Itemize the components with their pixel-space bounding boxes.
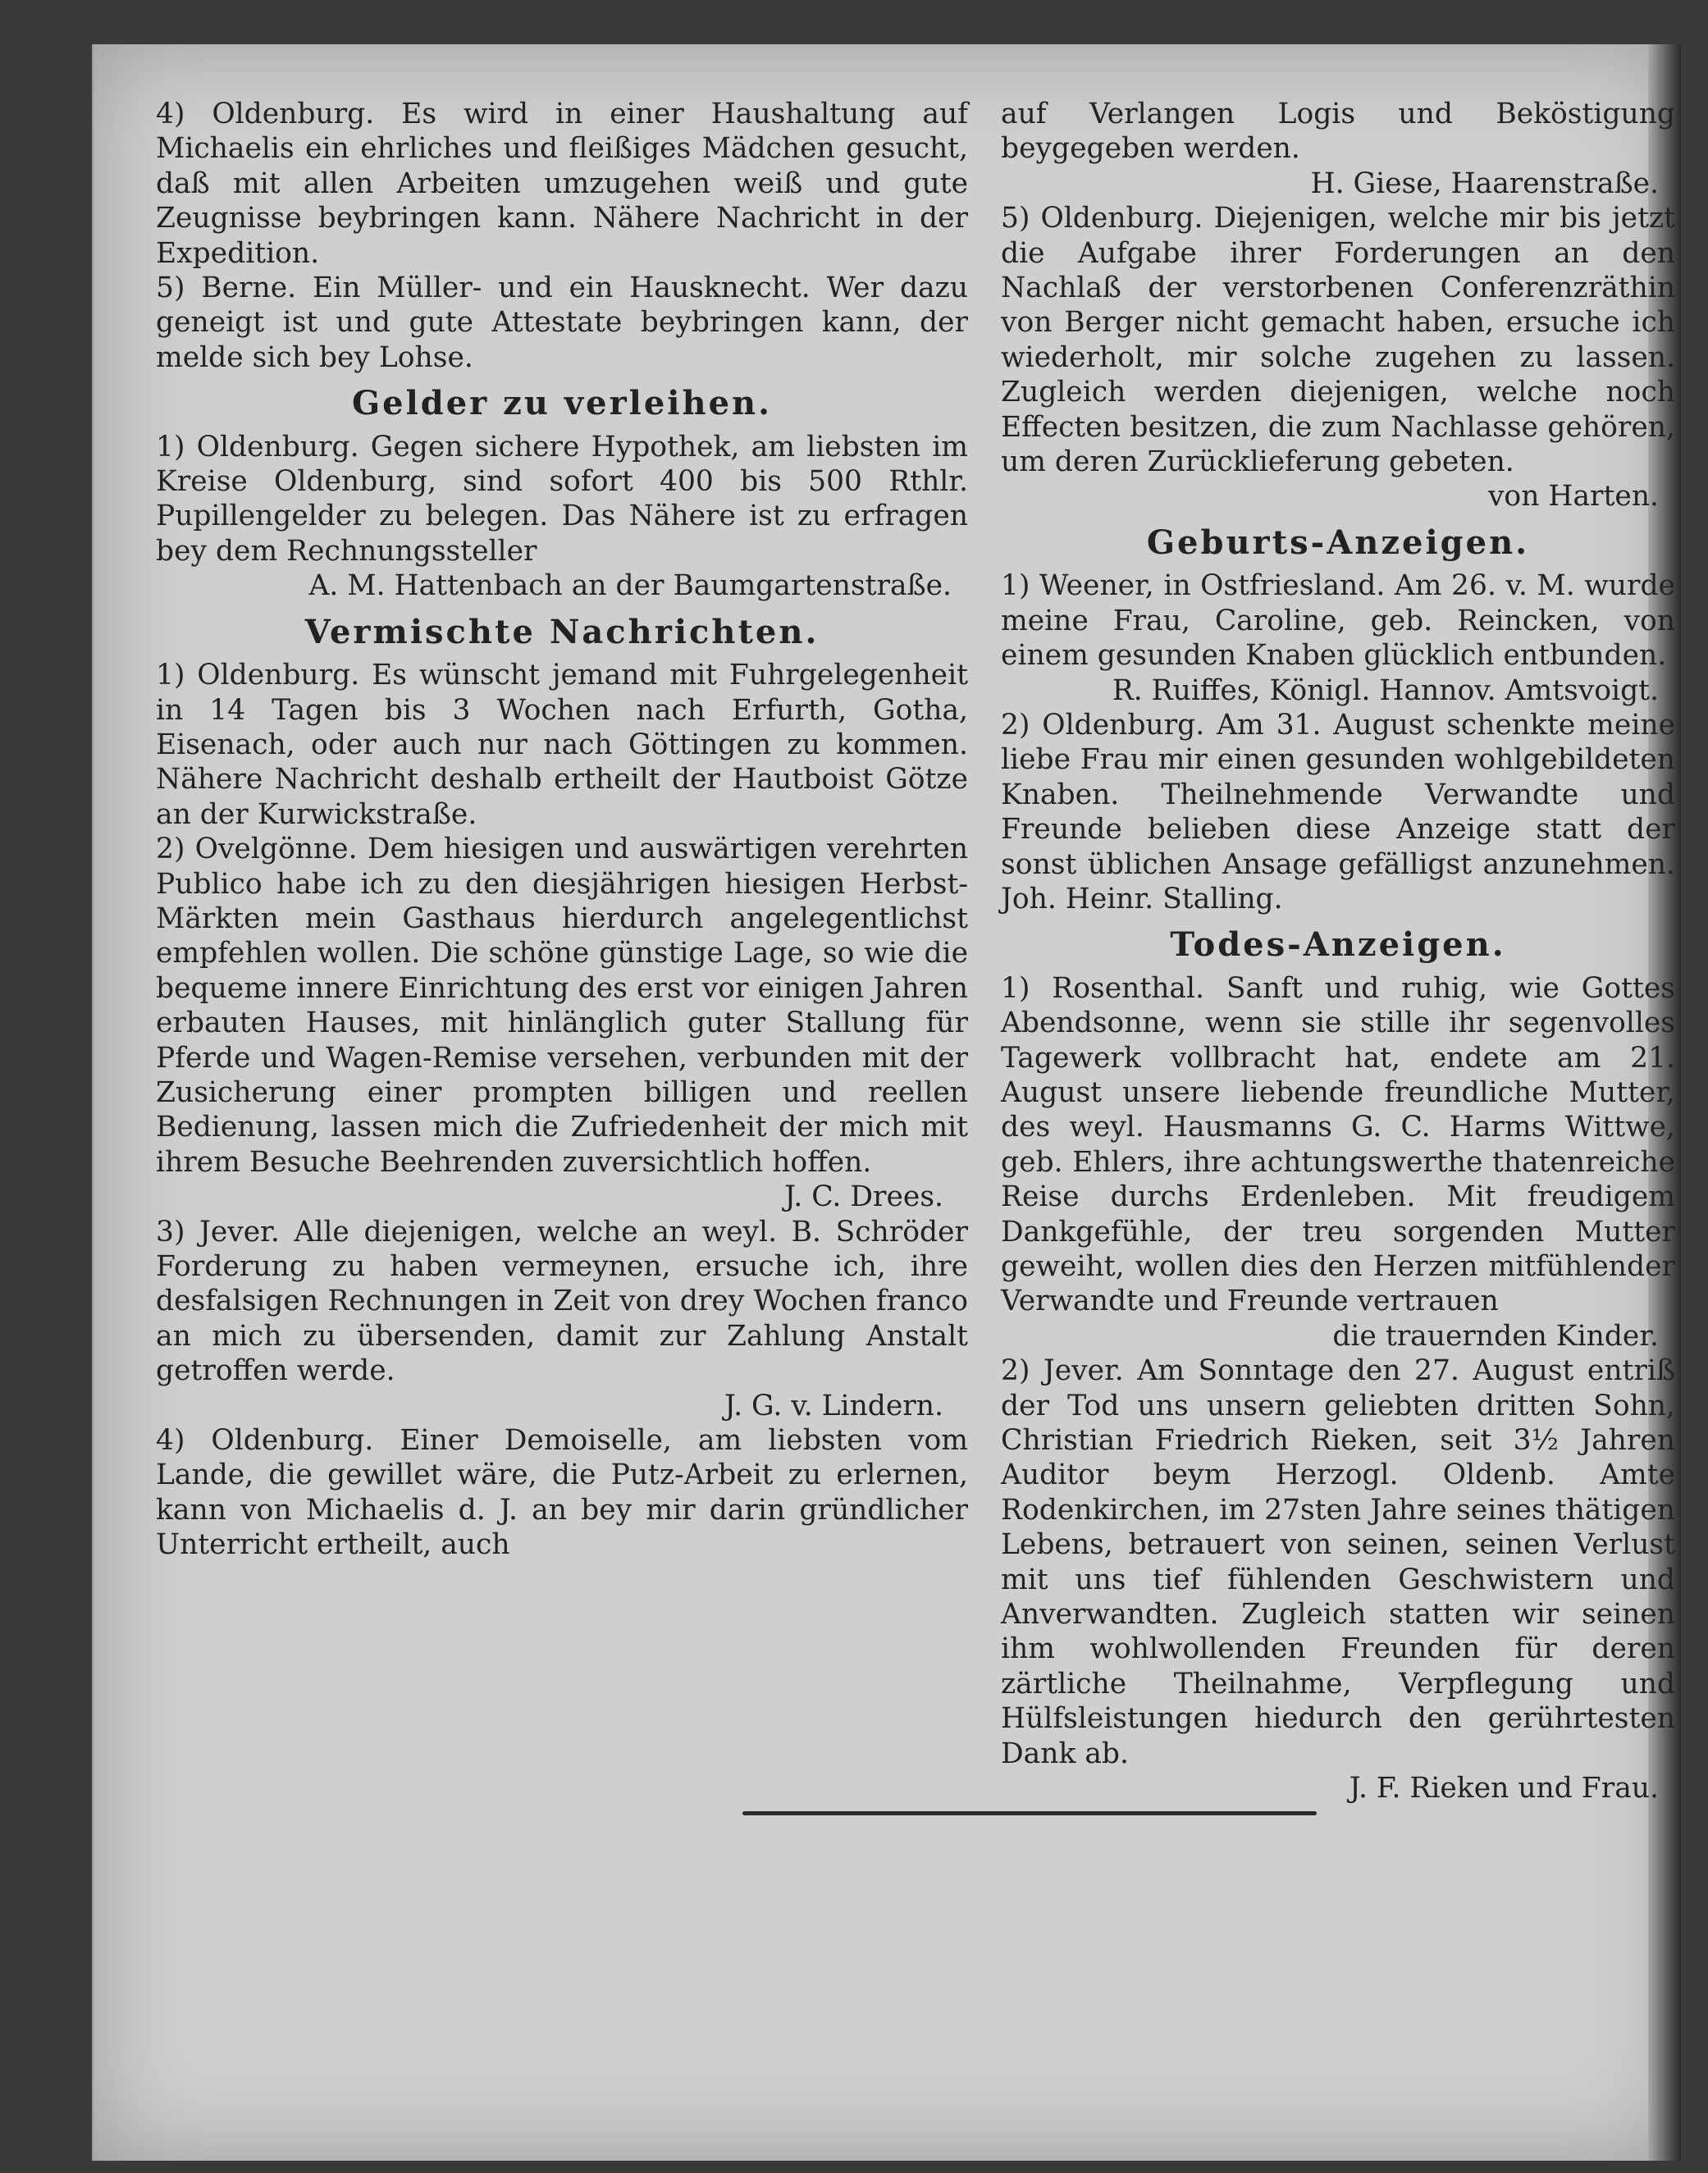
heading-birth-notices: Geburts-Anzeigen. bbox=[1146, 523, 1530, 562]
ad-berne-servants: 5) Berne. Ein Müller- und ein Hausknecht. Wer dazu geneigt ist und gute Attestate beybringen kann, der melde sich bey Lohse. bbox=[156, 272, 968, 374]
heading-death-notices: Todes-Anzeigen. bbox=[1170, 925, 1506, 965]
birth-notice-weener: 1) Weener, in Ostfriesland. Am 26. v. M. wurde meine Frau, Caroline, geb. Reincken, von einem gesunden Knaben glücklich entbunden. bbox=[1001, 569, 1675, 673]
ad-money-oldenburg: 1) Oldenburg. Gegen sichere Hypothek, am liebsten im Kreise Oldenburg, sind sofort 400 bis 500 Rthlr. Pupillengelder zu belegen. Das Nähere ist zu erfragen bey dem Rechnungssteller bbox=[156, 430, 968, 568]
right-column bbox=[1001, 97, 1675, 1806]
signature-rieken: J. F. Rieken und Frau. bbox=[1349, 1772, 1659, 1806]
ad-misc-inn: 2) Ovelgönne. Dem hiesigen und auswärtigen verehrten Publico habe ich zu den diesjährigen hiesigen Herbst-Märkten mein Gasthaus hierdurch angelegentlichst empfehlen wollen. Die schöne günstige Lage, so wie die bequeme innere Einrichtung des erst vor einigen Jahren erbauten Hauses, mit hinlänglich guter Stallung für Pferde und Wagen-Remise versehen, verbunden mit der Zusicherung einer prompten billigen und reellen Bedienung, lassen mich die Zufriedenheit der mich mit ihrem Besuche Beehrenden zuversichtlich hoffen. bbox=[156, 833, 968, 1179]
signature-drees: J. C. Drees. bbox=[784, 1180, 943, 1214]
ad-misc-millinery: 4) Oldenburg. Einer Demoiselle, am liebsten vom Lande, die gewillet wäre, die Putz-Arbeit zu erlernen, kann von Michaelis d. J. an bey mir darin gründlicher Unterricht ertheilt, auch bbox=[156, 1424, 968, 1562]
signature-children: die trauernden Kinder. bbox=[1332, 1319, 1659, 1353]
end-rule bbox=[742, 1811, 1317, 1815]
signature-hattenbach: A. M. Hattenbach an der Baumgartenstraße. bbox=[308, 569, 952, 603]
signature-lindern: J. G. v. Lindern. bbox=[724, 1389, 943, 1422]
heading-money-to-lend: Gelder zu verleihen. bbox=[351, 384, 773, 423]
left-column bbox=[156, 97, 968, 1563]
death-notice-rosenthal: 1) Rosenthal. Sanft und ruhig, wie Gottes Abendsonne, wenn sie stille ihr segenvolles Tagewerk vollbracht hat, endete am 21. August unsere liebende freundliche Mutter, des weyl. Hausmanns G. C. Harms Wittwe, geb. Ehlers, ihre achtungswerthe thatenreiche Reise durchs Erdenleben. Mit freudigem Dankgefühle, der treu sorgenden Mutter geweiht, wollen dies den Herzen mitfühlender Verwandte und Freunde vertrauen bbox=[1001, 971, 1675, 1318]
signature-giese: H. Giese, Haarenstraße. bbox=[1310, 167, 1659, 200]
ad-misc-travel: 1) Oldenburg. Es wünscht jemand mit Fuhrgelegenheit in 14 Tagen bis 3 Wochen nach Erfurth, Gotha, Eisenach, oder auch nur nach Göttingen zu kommen. Nähere Nachricht deshalb ertheilt der Hautboist Götze an der Kurwickstraße. bbox=[156, 659, 968, 831]
ad-estate-claims: 5) Oldenburg. Diejenigen, welche mir bis jetzt die Aufgabe ihrer Forderungen an den Nachlaß der verstorbenen Conferenzräthin von Berger nicht gemacht haben, ersuche ich wiederholt, mir solche zugehen zu lassen. Zugleich werden diejenigen, welche noch Effecten besitzen, die zum Nachlasse gehören, um deren Zurücklieferung gebeten. bbox=[1001, 202, 1675, 479]
ad-continuation: auf Verlangen Logis und Beköstigung beygegeben werden. bbox=[1001, 98, 1675, 166]
ad-misc-jever-claims: 3) Jever. Alle diejenigen, welche an weyl. B. Schröder Forderung zu haben vermeynen, ersuche ich, ihre desfalsigen Rechnungen in Zeit von drey Wochen franco an mich zu übersenden, damit zur Zahlung Anstalt getroffen werde. bbox=[156, 1215, 968, 1388]
birth-notice-oldenburg: 2) Oldenburg. Am 31. August schenkte meine liebe Frau mir einen gesunden wohlgebildeten Knaben. Theilnehmende Verwandte und Freunde belieben diese Anzeige statt der sonst üblichen Ansage gefälligst anzunehmen. Joh. Heinr. Stalling. bbox=[1001, 708, 1675, 915]
death-notice-jever: 2) Jever. Am Sonntage den 27. August entriß der Tod uns unsern geliebten dritten Sohn, Christian Friedrich Rieken, seit 3½ Jahren Auditor beym Herzogl. Oldenb. Amte Rodenkirchen, im 27sten Jahre seines thätigen Lebens, betrauert von seinen, seinen Verlust mit uns tief fühlenden Geschwistern und Anverwandten. Zugleich statten wir seinen ihm wohlwollenden Freunden für deren zärtliche Theilnahme, Verpflegung und Hülfsleistungen hiedurch den gerührtesten Dank ab. bbox=[1001, 1354, 1675, 1770]
signature-von-harten: von Harten. bbox=[1487, 480, 1659, 514]
ad-oldenburg-maid: 4) Oldenburg. Es wird in einer Haushaltung auf Michaelis ein ehrliches und fleißiges Mädchen gesucht, daß mit allen Arbeiten umzugehen weiß und gute Zeugnisse beybringen kann. Nähere Nachricht in der Expedition. bbox=[156, 98, 968, 270]
heading-misc-news: Vermischte Nachrichten. bbox=[304, 612, 820, 651]
signature-ruiffes: R. Ruiffes, Königl. Hannov. Amtsvoigt. bbox=[1112, 673, 1659, 707]
